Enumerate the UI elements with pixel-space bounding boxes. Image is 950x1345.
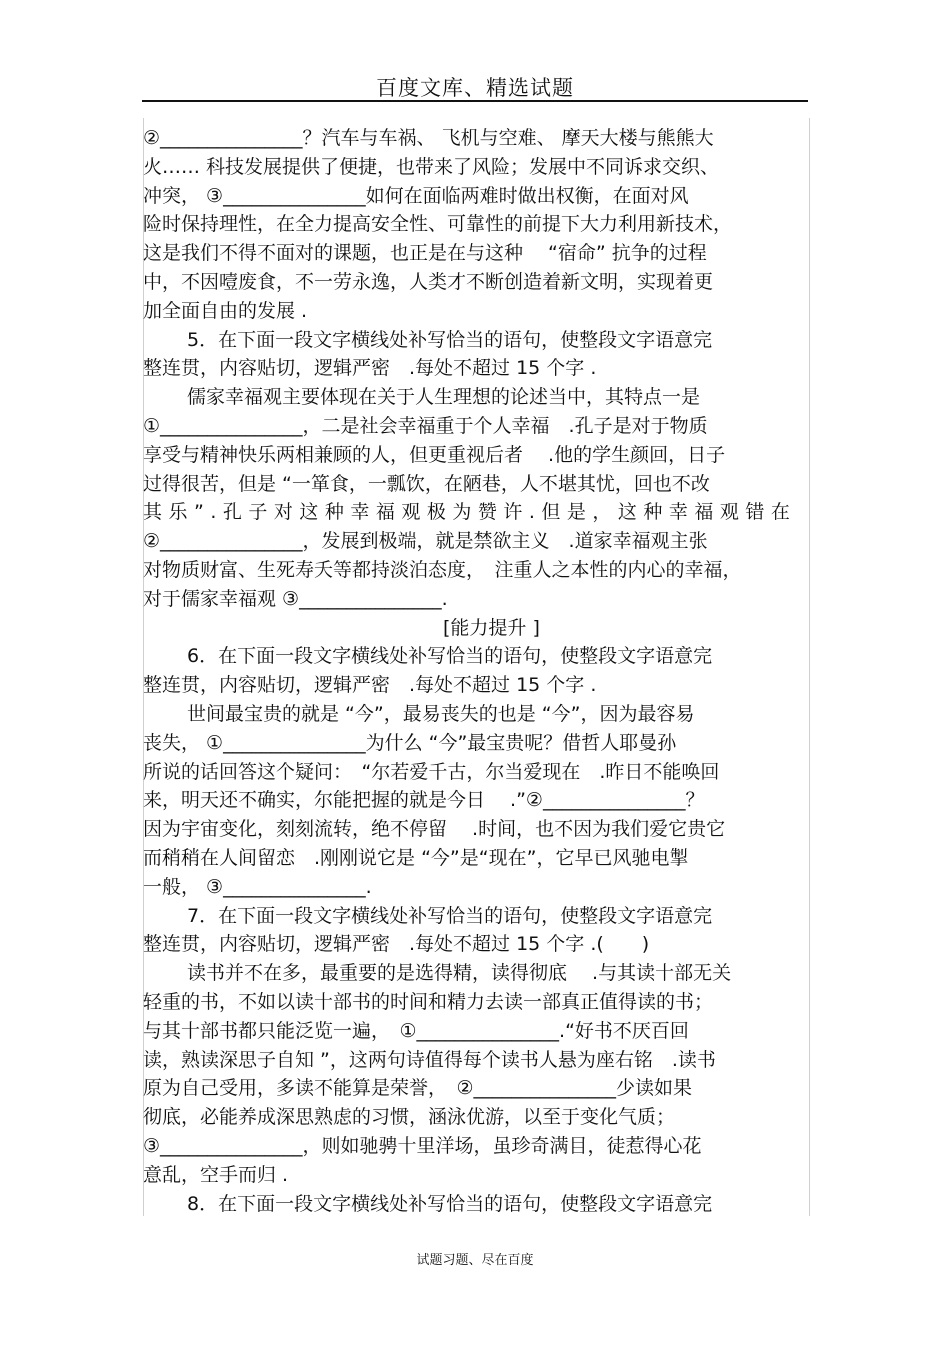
text-line: 世间最宝贵的就是 “今”，最易丧失的也是 “今”，因为最容易 xyxy=(187,703,695,725)
text-line: 火…… 科技发展提供了便捷，也带来了风险；发展中不同诉求交织、 xyxy=(143,155,720,178)
text-line: 7．在下面一段文字横线处补写恰当的语句，使整段文字语意完 xyxy=(187,904,713,927)
text-line: 整连贯，内容贴切，逻辑严密 .每处不超过 15 个字 .( ) xyxy=(143,933,650,956)
text-line: 险时保持理性，在全力提高安全性、可靠性的前提下大力利用新技术， xyxy=(143,213,733,236)
text-line: 冲突， ③_______________如何在面临两难时做出权衡，在面对风 xyxy=(143,184,689,207)
text-line: 读，熟读深思子自知 ”，这两句诗值得每个读书人悬为座右铭 .读书 xyxy=(143,1048,716,1071)
text-line: 儒家幸福观主要体现在关于人生理想的论述当中，其特点一是 xyxy=(187,386,701,409)
text-line: 5．在下面一段文字横线处补写恰当的语句，使整段文字语意完 xyxy=(187,328,713,351)
text-line: 对于儒家幸福观 ③_______________. xyxy=(143,587,448,610)
header-divider xyxy=(142,100,808,102)
text-line: 中，不因噎废食，不一劳永逸，人类才不断创造着新文明，实现着更 xyxy=(143,271,714,293)
text-line: ②_______________？汽车与车祸、 飞机与空难、 摩天大楼与熊熊大 xyxy=(143,127,714,149)
page-header-title: 百度文库、精选试题 xyxy=(376,76,574,100)
text-line: ③_______________，则如驰骋十里洋场，虽珍奇满目，徒惹得心花 xyxy=(143,1135,702,1157)
text-line: ②_______________，发展到极端，就是禁欲主义 .道家幸福观主张 xyxy=(143,530,708,553)
text-line: 读书并不在多，最重要的是选得精，读得彻底 .与其读十部无关 xyxy=(187,962,732,985)
text-line: [能力提升 ] xyxy=(443,616,540,639)
text-line: 加全面自由的发展 . xyxy=(143,299,308,322)
text-line: 8．在下面一段文字横线处补写恰当的语句，使整段文字语意完 xyxy=(187,1192,713,1215)
text-line: 享受与精神快乐两相兼顾的人，但更重视后者 .他的学生颜回，日子 xyxy=(143,443,726,466)
text-line: 整连贯，内容贴切，逻辑严密 .每处不超过 15 个字 . xyxy=(143,674,597,697)
text-line: 轻重的书，不如以读十部书的时间和精力去读一部真正值得读的书； xyxy=(143,991,714,1013)
text-line: ①_______________，二是社会幸福重于个人幸福 .孔子是对于物质 xyxy=(143,415,708,437)
text-line: 丧失， ①_______________为什么 “今”最宝贵呢？借哲人耶曼孙 xyxy=(143,731,677,754)
text-line: 所说的话回答这个疑问： “尔若爱千古，尔当爱现在 .昨日不能唤回 xyxy=(143,760,720,783)
text-line: 而稍稍在人间留恋 .刚刚说它是 “今”是“现在”，它早已风驰电掣 xyxy=(143,847,689,869)
text-line: 意乱，空手而归 . xyxy=(143,1163,289,1186)
text-line: 与其十部书都只能泛览一遍， ①_______________.“好书不厌百回 xyxy=(143,1019,689,1042)
text-line: 彻底，必能养成深思熟虑的习惯，涵泳优游，以至于变化气质； xyxy=(143,1106,676,1129)
text-line: 一般， ③_______________. xyxy=(143,875,372,898)
text-line: 6．在下面一段文字横线处补写恰当的语句，使整段文字语意完 xyxy=(187,645,713,668)
text-line: 其乐”.孔子对这种幸福观极为赞许.但是，这种幸福观错在 xyxy=(143,501,797,524)
text-line: 因为宇宙变化，刻刻流转，绝不停留 .时间，也不因为我们爱它贵它 xyxy=(143,818,726,841)
text-line: 原为自己受用，多读不能算是荣誉， ②_______________少读如果 xyxy=(143,1077,693,1100)
page-footer: 试题习题、尽在百度 xyxy=(416,1253,534,1268)
text-line: 来，明天还不确实，尔能把握的就是今日 .”②_______________？ xyxy=(143,789,705,812)
text-line: 整连贯，内容贴切，逻辑严密 .每处不超过 15 个字 . xyxy=(143,357,597,380)
text-line: 这是我们不得不面对的课题，也正是在与这种 “宿命” 抗争的过程 xyxy=(143,242,707,265)
text-line: 过得很苦，但是 “一箪食，一瓢饮，在陋巷，人不堪其忧，回也不改 xyxy=(143,472,710,495)
text-line: 对物质财富、生死寿夭等都持淡泊态度， 注重人之本性的内心的幸福， xyxy=(143,559,742,581)
